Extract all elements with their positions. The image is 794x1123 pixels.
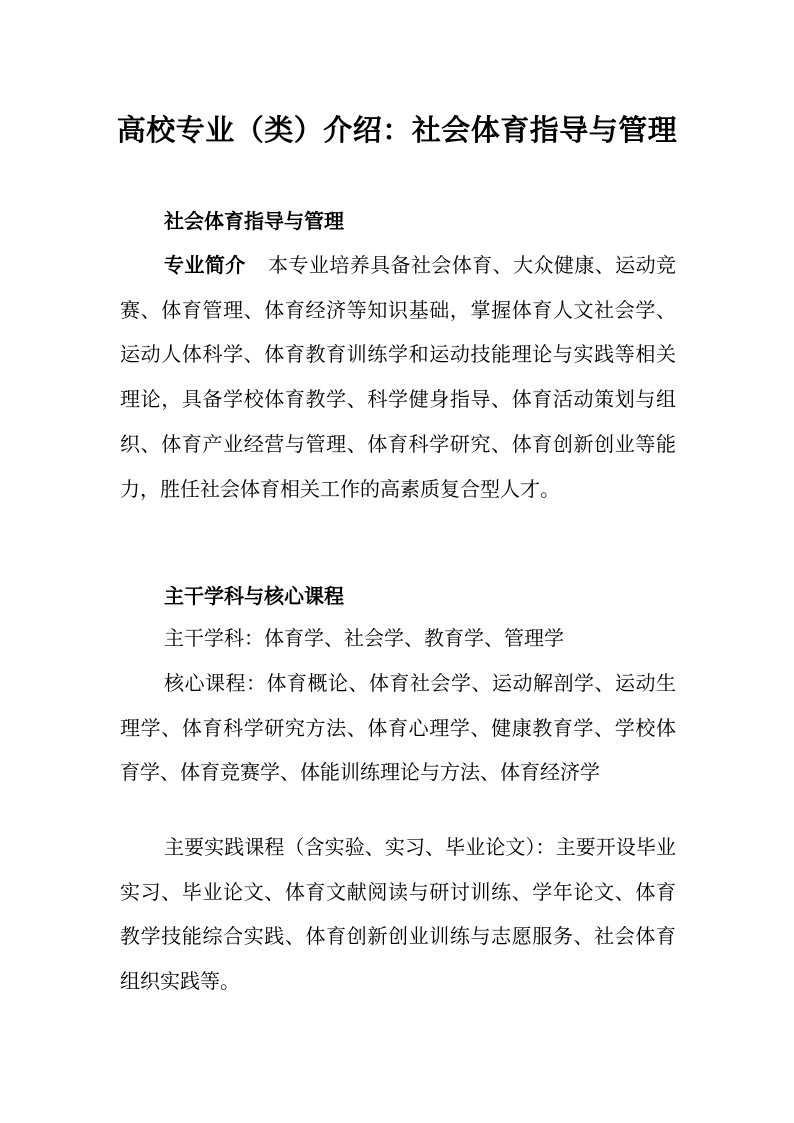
document-title: 高校专业（类）介绍：社会体育指导与管理: [116, 113, 678, 147]
section-heading-courses: 主干学科与核心课程: [164, 584, 344, 608]
practice-courses-paragraph: 主要实践课程（含实验、实习、毕业论文）：主要开设毕业实习、毕业论文、体育文献阅读与研讨训练、学年论文、体育教学技能综合实践、体育创新创业训练与志愿服务、社会体育组织实践等。: [120, 835, 676, 994]
major-intro-paragraph: [120, 243, 676, 511]
intro-text: 本专业培养具备社会体育、大众健康、运动竞赛、体育管理、体育经济等知识基础，掌握体育人文社会学、运动人体科学、体育教育训练学和运动技能理论与实践等相关理论，具备学校体育教学、科学健身指导、体育活动策划与组织、体育产业经营与管理、体育科学研究、体育创新创业等能力，胜任社会体育相关工作的高素质复合型人才。: [120, 253, 677, 501]
main-subjects-paragraph: 主干学科：体育学、社会学、教育学、管理学: [164, 626, 564, 650]
section-heading-major: 社会体育指导与管理: [164, 209, 344, 233]
core-courses-paragraph: 核心课程：体育概论、体育社会学、运动解剖学、运动生理学、体育科学研究方法、体育心理学、健康教育学、学校体育学、体育竞赛学、体能训练理论与方法、体育经济学: [120, 671, 676, 785]
intro-label: 专业简介: [164, 253, 246, 277]
